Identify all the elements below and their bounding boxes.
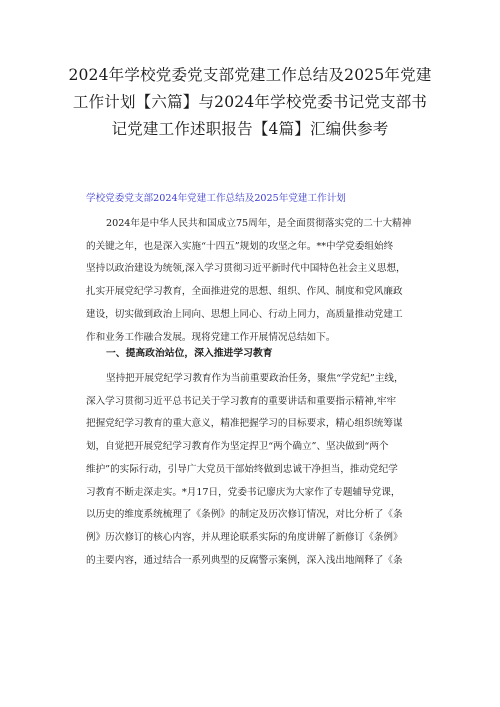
paragraph-line: 作和业务工作融合发展。现将党建工作开展情况总结如下。 [86, 331, 336, 343]
paragraph-line: 以历史的维度系统梳理了《条例》的制定及历次修订情况，对比分析了《条 [86, 509, 403, 521]
paragraph-line: 深入学习贯彻习近平总书记关于学习教育的重要讲话和重要指示精神,牢牢 [86, 395, 397, 407]
section-heading: 学校党委党支部2024年党建工作总结及2025年党建工作计划 [86, 193, 346, 204]
subheading-political-stance: 一、提高政治站位，深入推进学习教育 [106, 348, 273, 359]
paragraph-line: 例》历次修订的核心内容，并从理论联系实际的角度讲解了新修订《条例》 [86, 531, 403, 543]
paragraph-intro [86, 213, 438, 349]
title-line-3: 记党建工作述职报告【4篇】汇编供参考 [111, 120, 389, 138]
title-line-2: 工作计划【六篇】与2024年学校党委书记党支部书 [72, 93, 428, 111]
paragraph-line: 把握党纪学习教育的重大意义，精准把握学习的目标要求，精心组织统筹谋 [86, 418, 403, 430]
paragraph-line: 习教育不断走深走实。*月17日，党委书记廖庆为大家作了专题辅导党课， [86, 486, 401, 498]
paragraph-line: 的主要内容，通过结合一系列典型的反腐警示案例，深入浅出地阐释了《条 [86, 554, 403, 566]
title-line-1: 2024年学校党委党支部党建工作总结及2025年党建 [68, 66, 432, 84]
paragraph-line: 建设，切实做到政治上同向、思想上同心、行动上同力，高质量推动党建工 [86, 308, 403, 320]
paragraph-study-education [86, 368, 438, 572]
paragraph-line: 的关键之年，也是深入实施“十四五”规划的攻坚之年。**中学党委组始终 [86, 240, 394, 252]
paragraph-line: 2024年是中华人民共和国成立75周年，是全面贯彻落实党的二十大精神 [106, 218, 412, 229]
paragraph-line: 划，自觉把开展党纪学习教育作为坚定捍卫“两个确立”、坚决做到“两个 [86, 441, 389, 453]
paragraph-line: 维护”的实际行动，引导广大党员干部始终做到忠诚干净担当，推动党纪学 [86, 463, 398, 475]
document-title [60, 62, 440, 143]
paragraph-line: 坚持以政治建设为统领,深入学习贯彻习近平新时代中国特色社会主义思想， [86, 263, 406, 275]
paragraph-line: 坚持把开展党纪学习教育作为当前重要政治任务，聚焦“学党纪”主线， [106, 373, 404, 384]
paragraph-line: 扎实开展党纪学习教育，全面推进党的思想、组织、作风、制度和党风廉政 [86, 286, 403, 298]
